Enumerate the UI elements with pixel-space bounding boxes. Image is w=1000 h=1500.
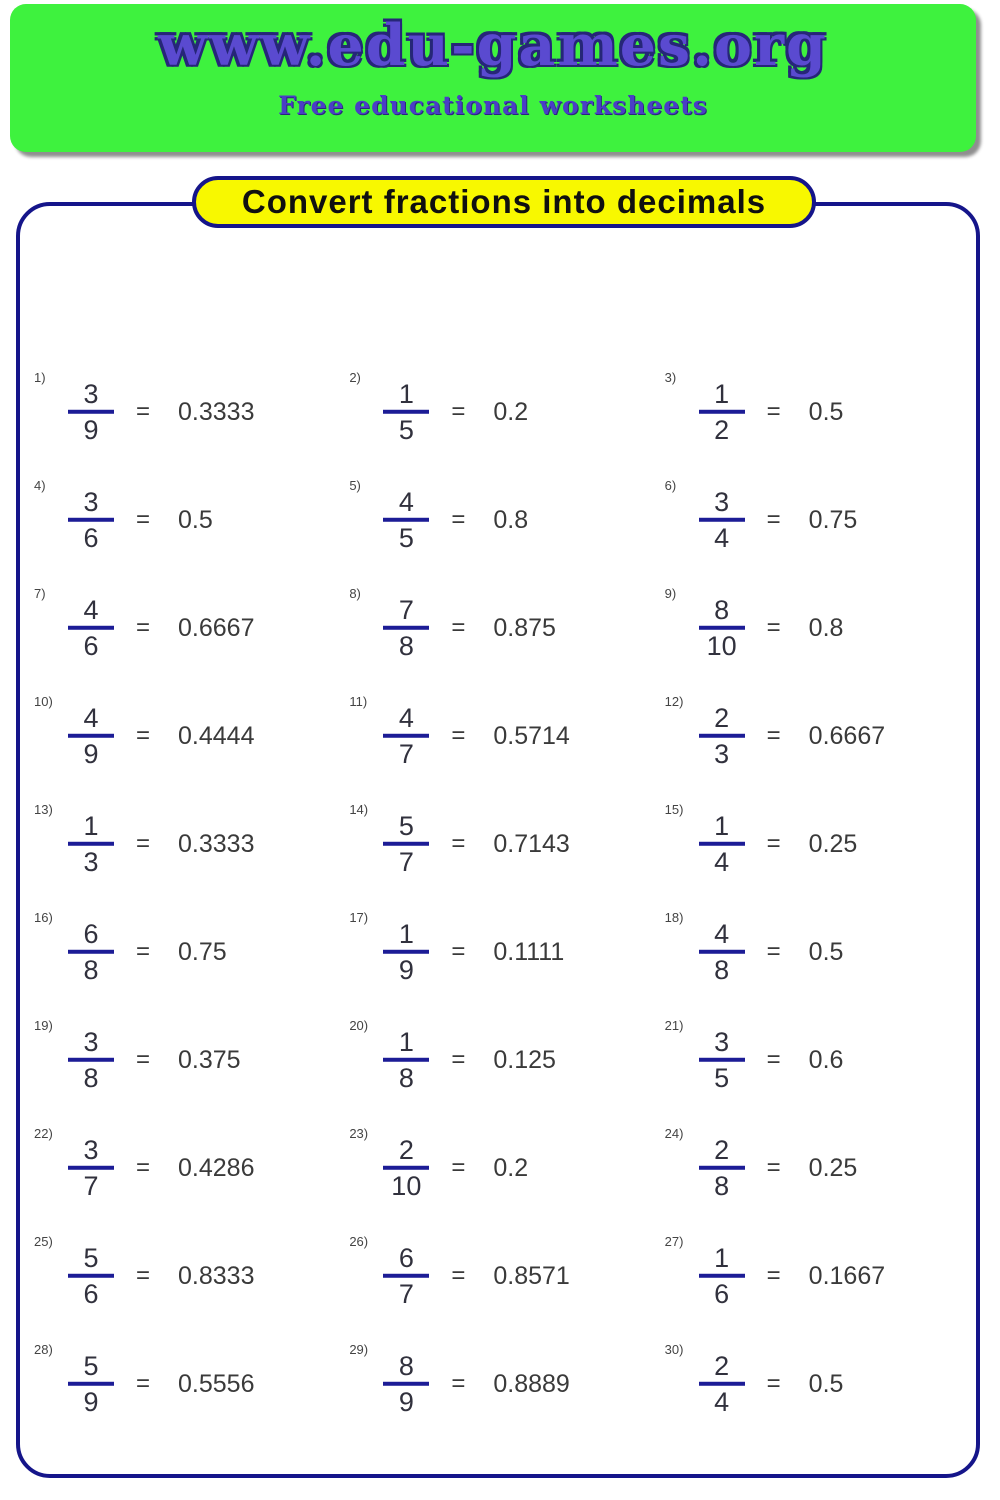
problem-item: [24, 1330, 339, 1438]
problem-item: [339, 790, 654, 898]
fraction-denominator: 4: [714, 523, 730, 553]
fraction-numerator: 3: [714, 1026, 730, 1057]
problem-item: [339, 898, 654, 1006]
fraction-bar: [383, 1166, 429, 1170]
fraction-numerator: 1: [714, 810, 730, 841]
answer-value: 0.375: [178, 1045, 241, 1074]
fraction-equation: [68, 1135, 254, 1201]
fraction-bar: [68, 518, 114, 522]
fraction-equation: [699, 379, 844, 445]
fraction-equation: [68, 919, 227, 985]
answer-value: 0.25: [808, 829, 858, 858]
fraction-bar: [383, 1058, 429, 1062]
equals-sign: =: [766, 1046, 781, 1073]
fraction: [68, 811, 114, 877]
answer-value: 0.8889: [493, 1369, 570, 1398]
equals-sign: =: [136, 614, 151, 641]
fraction-denominator: 8: [83, 955, 99, 985]
equals-sign: =: [136, 830, 151, 857]
problem-item: [655, 898, 970, 1006]
fraction-numerator: 4: [398, 702, 414, 733]
fraction-bar: [383, 734, 429, 738]
fraction-numerator: 1: [83, 810, 99, 841]
answer-value: 0.4444: [178, 721, 255, 750]
fraction: [699, 919, 745, 985]
fraction-equation: [383, 1351, 569, 1417]
fraction: [699, 811, 745, 877]
fraction-equation: [383, 595, 556, 661]
fraction-numerator: 6: [83, 918, 99, 949]
answer-value: 0.2: [493, 397, 529, 426]
fraction-numerator: 4: [83, 594, 99, 625]
fraction-equation: [68, 487, 213, 553]
fraction: [699, 1027, 745, 1093]
equals-sign: =: [451, 398, 466, 425]
problem-item: [24, 358, 339, 466]
answer-value: 0.8: [493, 505, 529, 534]
equals-sign: =: [766, 938, 781, 965]
equals-sign: =: [136, 398, 151, 425]
fraction-equation: [699, 1243, 885, 1309]
answer-value: 0.6667: [808, 721, 886, 750]
fraction: [699, 1351, 745, 1417]
fraction: [68, 487, 114, 553]
equals-sign: =: [766, 614, 781, 641]
problem-number: 10): [34, 694, 53, 709]
problem-item: [24, 1006, 339, 1114]
fraction-denominator: 7: [398, 847, 414, 877]
fraction-denominator: 9: [398, 955, 414, 985]
problem-number: 8): [349, 586, 361, 601]
problem-number: 9): [664, 586, 677, 601]
fraction-bar: [383, 626, 429, 630]
fraction-denominator: 9: [83, 739, 99, 769]
problem-number: 1): [34, 370, 46, 385]
problem-number: 14): [349, 802, 369, 817]
problem-item: [655, 574, 970, 682]
fraction-denominator: 6: [83, 523, 99, 553]
fraction-bar: [68, 410, 114, 414]
problem-number: 12): [664, 694, 684, 709]
problem-number: 18): [664, 910, 684, 925]
fraction: [383, 1027, 429, 1093]
fraction-numerator: 3: [83, 1026, 99, 1057]
fraction-bar: [383, 1382, 429, 1386]
fraction-denominator: 10: [391, 1171, 422, 1201]
fraction-denominator: 5: [714, 1063, 730, 1093]
fraction-numerator: 2: [398, 1134, 414, 1165]
problem-number: 7): [34, 586, 46, 601]
fraction-bar: [68, 1166, 114, 1170]
equals-sign: =: [136, 1046, 151, 1073]
answer-value: 0.5: [808, 397, 844, 426]
answer-value: 0.6: [808, 1045, 844, 1074]
fraction: [383, 487, 429, 553]
fraction-denominator: 7: [83, 1171, 99, 1201]
fraction-denominator: 7: [398, 1279, 414, 1309]
fraction-bar: [383, 410, 429, 414]
fraction-bar: [699, 410, 745, 414]
problem-number: 22): [34, 1126, 53, 1141]
equals-sign: =: [136, 938, 151, 965]
fraction-numerator: 7: [398, 594, 414, 625]
fraction-bar: [699, 842, 745, 846]
fraction-bar: [383, 950, 429, 954]
fraction-equation: [68, 1243, 254, 1309]
fraction-numerator: 5: [83, 1242, 99, 1273]
fraction-equation: [383, 1135, 528, 1201]
problem-item: [339, 682, 654, 790]
fraction-numerator: 3: [83, 486, 99, 517]
fraction-numerator: 2: [714, 702, 730, 733]
fraction: [68, 379, 114, 445]
fraction: [383, 703, 429, 769]
fraction-bar: [699, 734, 745, 738]
answer-value: 0.5714: [493, 721, 570, 750]
fraction-bar: [383, 842, 429, 846]
equals-sign: =: [451, 830, 466, 857]
fraction-bar: [68, 626, 114, 630]
problem-item: [339, 1006, 654, 1114]
site-title: www.edu-games.org: [158, 12, 828, 79]
fraction: [68, 1135, 114, 1201]
answer-value: 0.5: [808, 937, 844, 966]
fraction-numerator: 6: [398, 1242, 414, 1273]
problem-number: 25): [34, 1234, 53, 1249]
fraction-bar: [68, 1058, 114, 1062]
equals-sign: =: [766, 830, 781, 857]
fraction: [68, 1027, 114, 1093]
fraction-equation: [68, 811, 254, 877]
fraction-numerator: 8: [714, 594, 730, 625]
fraction-bar: [699, 950, 745, 954]
fraction-equation: [68, 595, 254, 661]
equals-sign: =: [451, 722, 466, 749]
fraction-bar: [699, 518, 745, 522]
fraction-denominator: 4: [714, 1387, 730, 1417]
fraction: [383, 1243, 429, 1309]
equals-sign: =: [136, 1370, 151, 1397]
equals-sign: =: [766, 1154, 781, 1181]
answer-value: 0.1111: [493, 937, 565, 966]
fraction-equation: [383, 1027, 556, 1093]
fraction-numerator: 8: [398, 1350, 414, 1381]
fraction-equation: [699, 1027, 844, 1093]
fraction-numerator: 1: [714, 378, 730, 409]
answer-value: 0.8: [808, 613, 844, 642]
fraction-numerator: 2: [714, 1350, 730, 1381]
fraction-denominator: 6: [83, 631, 99, 661]
equals-sign: =: [766, 506, 781, 533]
fraction-equation: [699, 919, 844, 985]
answer-value: 0.875: [493, 613, 556, 642]
problem-item: [339, 1330, 654, 1438]
equals-sign: =: [766, 722, 781, 749]
problem-number: 6): [664, 478, 677, 493]
fraction-equation: [383, 703, 569, 769]
answer-value: 0.8571: [493, 1261, 570, 1290]
fraction-equation: [383, 919, 564, 985]
problem-item: [339, 358, 654, 466]
answer-value: 0.75: [178, 937, 227, 966]
fraction: [383, 1351, 429, 1417]
answer-value: 0.5556: [178, 1369, 255, 1398]
fraction-denominator: 3: [83, 847, 99, 877]
worksheet-box: [16, 202, 980, 1478]
fraction-bar: [68, 842, 114, 846]
equals-sign: =: [766, 1262, 781, 1289]
problem-number: 29): [349, 1342, 369, 1357]
answer-value: 0.3333: [178, 397, 255, 426]
fraction: [699, 487, 745, 553]
equals-sign: =: [136, 722, 151, 749]
problem-item: [655, 466, 970, 574]
problem-number: 23): [349, 1126, 369, 1141]
fraction: [699, 1135, 745, 1201]
fraction-equation: [699, 1351, 844, 1417]
problem-item: [655, 682, 970, 790]
fraction-numerator: 4: [83, 702, 99, 733]
fraction-numerator: 4: [714, 918, 730, 949]
fraction-equation: [68, 379, 254, 445]
problem-number: 17): [349, 910, 369, 925]
site-header: [10, 4, 976, 152]
equals-sign: =: [451, 614, 466, 641]
answer-value: 0.5: [178, 505, 213, 534]
fraction-equation: [68, 1351, 254, 1417]
equals-sign: =: [136, 1154, 151, 1181]
problem-number: 16): [34, 910, 53, 925]
fraction: [383, 1135, 429, 1201]
fraction-bar: [699, 626, 745, 630]
fraction-denominator: 2: [714, 415, 730, 445]
problem-number: 5): [349, 478, 361, 493]
answer-value: 0.125: [493, 1045, 556, 1074]
fraction-denominator: 9: [83, 1387, 99, 1417]
problem-item: [655, 1330, 970, 1438]
fraction: [68, 703, 114, 769]
fraction-numerator: 5: [83, 1350, 99, 1381]
fraction: [699, 379, 745, 445]
problem-item: [24, 898, 339, 1006]
fraction: [383, 919, 429, 985]
equals-sign: =: [136, 506, 151, 533]
fraction-bar: [68, 734, 114, 738]
fraction: [383, 595, 429, 661]
problem-number: 13): [34, 802, 53, 817]
answer-value: 0.75: [808, 505, 858, 534]
problem-number: 24): [664, 1126, 684, 1141]
problem-item: [655, 790, 970, 898]
fraction-equation: [383, 1243, 569, 1309]
problem-item: [24, 1222, 339, 1330]
problem-item: [24, 466, 339, 574]
problem-item: [339, 466, 654, 574]
fraction-numerator: 3: [83, 1134, 99, 1165]
fraction-bar: [383, 518, 429, 522]
fraction-equation: [383, 379, 528, 445]
equals-sign: =: [451, 1262, 466, 1289]
fraction-denominator: 8: [398, 1063, 414, 1093]
answer-value: 0.25: [808, 1153, 858, 1182]
fraction-denominator: 10: [706, 631, 737, 661]
fraction-bar: [68, 950, 114, 954]
problem-number: 26): [349, 1234, 369, 1249]
fraction-numerator: 2: [714, 1134, 730, 1165]
fraction: [68, 1243, 114, 1309]
fraction-equation: [699, 487, 858, 553]
fraction-denominator: 3: [714, 739, 730, 769]
fraction-bar: [699, 1274, 745, 1278]
equals-sign: =: [766, 398, 781, 425]
fraction: [68, 595, 114, 661]
fraction-denominator: 7: [398, 739, 414, 769]
fraction-denominator: 9: [398, 1387, 414, 1417]
answer-value: 0.1667: [808, 1261, 886, 1290]
fraction-bar: [68, 1274, 114, 1278]
problems-grid: [24, 358, 970, 1438]
worksheet-title: Convert fractions into decimals: [192, 176, 816, 228]
fraction-denominator: 5: [398, 523, 414, 553]
equals-sign: =: [451, 1046, 466, 1073]
problem-number: 4): [34, 478, 46, 493]
fraction-denominator: 8: [83, 1063, 99, 1093]
fraction-numerator: 1: [714, 1242, 730, 1273]
fraction: [383, 811, 429, 877]
answer-value: 0.7143: [493, 829, 570, 858]
equals-sign: =: [451, 938, 466, 965]
problem-number: 19): [34, 1018, 53, 1033]
answer-value: 0.2: [493, 1153, 529, 1182]
fraction-denominator: 8: [714, 955, 730, 985]
fraction-denominator: 5: [398, 415, 414, 445]
problem-number: 20): [349, 1018, 369, 1033]
problem-number: 30): [664, 1342, 684, 1357]
site-tagline: Free educational worksheets: [278, 91, 708, 120]
fraction: [68, 919, 114, 985]
equals-sign: =: [451, 506, 466, 533]
answer-value: 0.3333: [178, 829, 255, 858]
fraction-equation: [699, 1135, 858, 1201]
fraction: [699, 595, 745, 661]
fraction: [68, 1351, 114, 1417]
fraction-numerator: 4: [398, 486, 414, 517]
problem-number: 28): [34, 1342, 53, 1357]
fraction-equation: [68, 1027, 241, 1093]
problem-item: [24, 1114, 339, 1222]
fraction: [383, 379, 429, 445]
problem-number: 2): [349, 370, 361, 385]
fraction-denominator: 8: [714, 1171, 730, 1201]
answer-value: 0.4286: [178, 1153, 255, 1182]
fraction: [699, 703, 745, 769]
fraction-numerator: 1: [398, 918, 414, 949]
answer-value: 0.8333: [178, 1261, 255, 1290]
fraction: [699, 1243, 745, 1309]
problem-item: [339, 1222, 654, 1330]
fraction-equation: [383, 811, 569, 877]
fraction-bar: [699, 1058, 745, 1062]
fraction-denominator: 6: [714, 1279, 730, 1309]
fraction-bar: [68, 1382, 114, 1386]
problem-number: 27): [664, 1234, 684, 1249]
fraction-bar: [383, 1274, 429, 1278]
fraction-equation: [699, 811, 858, 877]
answer-value: 0.5: [808, 1369, 844, 1398]
problem-item: [655, 358, 970, 466]
problem-number: 3): [664, 370, 677, 385]
problem-item: [24, 682, 339, 790]
problem-item: [24, 790, 339, 898]
equals-sign: =: [451, 1154, 466, 1181]
answer-value: 0.6667: [178, 613, 255, 642]
fraction-numerator: 1: [398, 378, 414, 409]
fraction-denominator: 4: [714, 847, 730, 877]
fraction-numerator: 5: [398, 810, 414, 841]
fraction-bar: [699, 1166, 745, 1170]
fraction-denominator: 8: [398, 631, 414, 661]
fraction-numerator: 3: [714, 486, 730, 517]
problem-item: [339, 574, 654, 682]
problem-item: [655, 1222, 970, 1330]
problem-number: 21): [664, 1018, 684, 1033]
problem-item: [24, 574, 339, 682]
fraction-numerator: 1: [398, 1026, 414, 1057]
fraction-numerator: 3: [83, 378, 99, 409]
problem-number: 15): [664, 802, 684, 817]
fraction-equation: [699, 703, 885, 769]
equals-sign: =: [766, 1370, 781, 1397]
problem-item: [655, 1114, 970, 1222]
fraction-equation: [68, 703, 254, 769]
problem-item: [655, 1006, 970, 1114]
problem-number: 11): [349, 694, 368, 709]
fraction-denominator: 6: [83, 1279, 99, 1309]
problem-item: [339, 1114, 654, 1222]
fraction-equation: [699, 595, 844, 661]
fraction-equation: [383, 487, 528, 553]
fraction-bar: [699, 1382, 745, 1386]
fraction-denominator: 9: [83, 415, 99, 445]
equals-sign: =: [136, 1262, 151, 1289]
equals-sign: =: [451, 1370, 466, 1397]
